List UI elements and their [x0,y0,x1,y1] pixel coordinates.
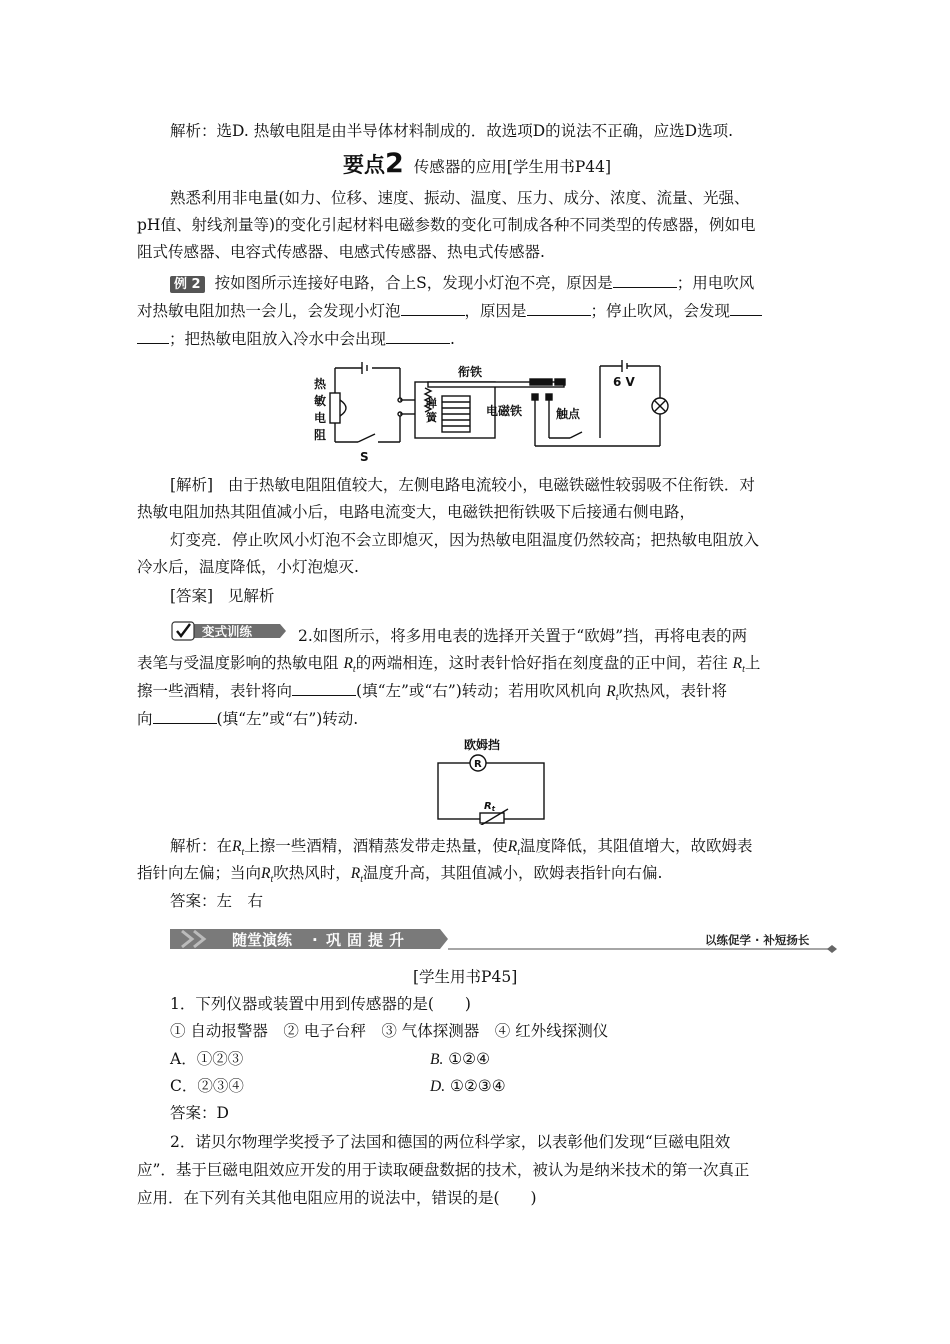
blank [401,301,465,316]
variant-line-2: 表笔与受温度影响的热敏电阻 $R_t$的两端相连，这时表针恰好指在刻度盘的正中间，若往 $R_t$上 [137,654,761,676]
label-electromagnet: 电磁铁 [486,404,523,418]
question-1: 1．下列仪器或装置中用到传感器的是( ) [170,995,471,1013]
question-2-line-3: 应用．在下列有关其他电阻应用的说法中，错误的是( ) [137,1189,537,1207]
example-2-line-1: 例 2 按如图所示连接好电路，合上S，发现小灯泡不亮，原因是 ；用电吹风 [170,272,754,294]
label-thermistor-4: 阻 [314,428,327,442]
label-switch: S [360,450,369,464]
answer-1: 答案：D [170,1104,229,1122]
explain-line-4: 冷水后，温度降低，小灯泡熄灭. [137,558,359,576]
banner-title: 随堂演练 [232,931,293,949]
answer-line: [答案] 见解析 [170,587,275,605]
label-resistor: $R_t$ [484,801,496,813]
variant-line-1: 2.如图所示，将多用电表的选择开关置于“欧姆”挡，再将电表的两 [298,627,748,645]
intro-line-2: pH值、射线剂量等)的变化引起材料电磁参数的变化可制成各种不同类型的传感器，例如电 [137,216,756,234]
label-spring-2: 簧 [426,411,437,424]
blank [613,273,677,288]
analysis-3-line-1: 解析：在$R_t$上擦一些酒精，酒精蒸发带走热量，使$R_t$温度降低，其阻值增大，故欧姆表 [170,837,753,859]
question-1-items: ① 自动报警器 ② 电子台秤 ③ 气体探测器 ④ 红外线探测仪 [170,1022,609,1040]
section-label: 要点 [343,153,385,177]
practice-banner [170,925,840,953]
label-battery: 6 V [613,375,635,389]
question-2-line-2: 应”．基于巨磁电阻效应开发的用于读取硬盘数据的技术，被认为是纳米技术的第一次真正 [137,1161,750,1179]
section-number: 2 [385,148,404,179]
example-badge: 例 2 [170,276,205,293]
explain-line-1: [解析] 由于热敏电阻阻值较大，左侧电路电流较小，电磁铁磁性较弱吸不住衔铁．对 [170,476,755,494]
banner-tag: 以练促学 · 补短扬长 [705,933,810,947]
variant-badge [170,620,288,642]
option-a: A．①②③ [170,1050,244,1068]
analysis-1: 解析：选D. 热敏电阻是由半导体材料制成的．故选项D的说法不正确，应选D选项. [170,122,734,140]
blank [137,329,169,344]
relay-circuit-diagram [300,358,670,470]
blank [292,681,356,696]
variant-line-3: 擦一些酒精，表针将向 (填“左”或“右”)转动；若用吹风机向 $R_t$吹热风，表针将 [137,682,728,704]
explain-line-2: 热敏电阻加热其阻值减小后，电路电流变大，电磁铁把衔铁吸下后接通右侧电路， [137,503,696,521]
variant-line-4: 向 (填“左”或“右”)转动. [137,710,359,728]
ohmmeter-circuit-diagram [430,735,550,825]
option-d: D. ①②③④ [430,1077,506,1095]
banner-dot: · [312,931,318,949]
example-2-line-2: 对热敏电阻加热一会儿，会发现小灯泡 ，原因是 ；停止吹风，会发现 [137,300,762,322]
label-thermistor-1: 热 [314,377,327,391]
section-heading [343,150,611,181]
analysis-3-line-2: 指针向左偏；当向$R_t$吹热风时，$R_t$温度升高，其阻值减小，欧姆表指针向右偏. [137,864,663,886]
blank [730,301,762,316]
option-b: B. ①②④ [430,1050,490,1068]
intro-line-3: 阻式传感器、电容式传感器、电感式传感器、热电式传感器. [137,243,545,261]
label-spring-1: 弹 [426,397,437,410]
label-armature: 衔铁 [458,365,483,379]
example-2-line-3: ；把热敏电阻放入冷水中会出现 . [137,328,455,350]
blank [527,301,591,316]
section-title: 传感器的应用[学生用书P44] [413,158,612,176]
practice-ref: [学生用书P45] [413,968,518,986]
analysis-3-answer: 答案：左 右 [170,892,264,910]
variant-badge-label: 变式训练 [202,624,253,639]
blank [386,329,450,344]
label-thermistor-2: 敏 [314,394,327,408]
explain-line-3: 灯变亮．停止吹风小灯泡不会立即熄灭，因为热敏电阻温度仍然较高；把热敏电阻放入 [170,531,760,549]
blank [153,709,217,724]
question-2-line-1: 2．诺贝尔物理学奖授予了法国和德国的两位科学家，以表彰他们发现“巨磁电阻效 [170,1133,731,1151]
option-c: C．②③④ [170,1077,244,1095]
intro-line-1: 熟悉利用非电量(如力、位移、速度、振动、温度、压力、成分、浓度、流量、光强、 [170,189,750,207]
label-contact: 触点 [556,407,581,421]
label-ohm-range: 欧姆挡 [464,738,501,752]
banner-subtitle: 巩固提升 [326,931,411,949]
label-thermistor-3: 电 [314,411,327,425]
label-meter: R [474,759,482,770]
